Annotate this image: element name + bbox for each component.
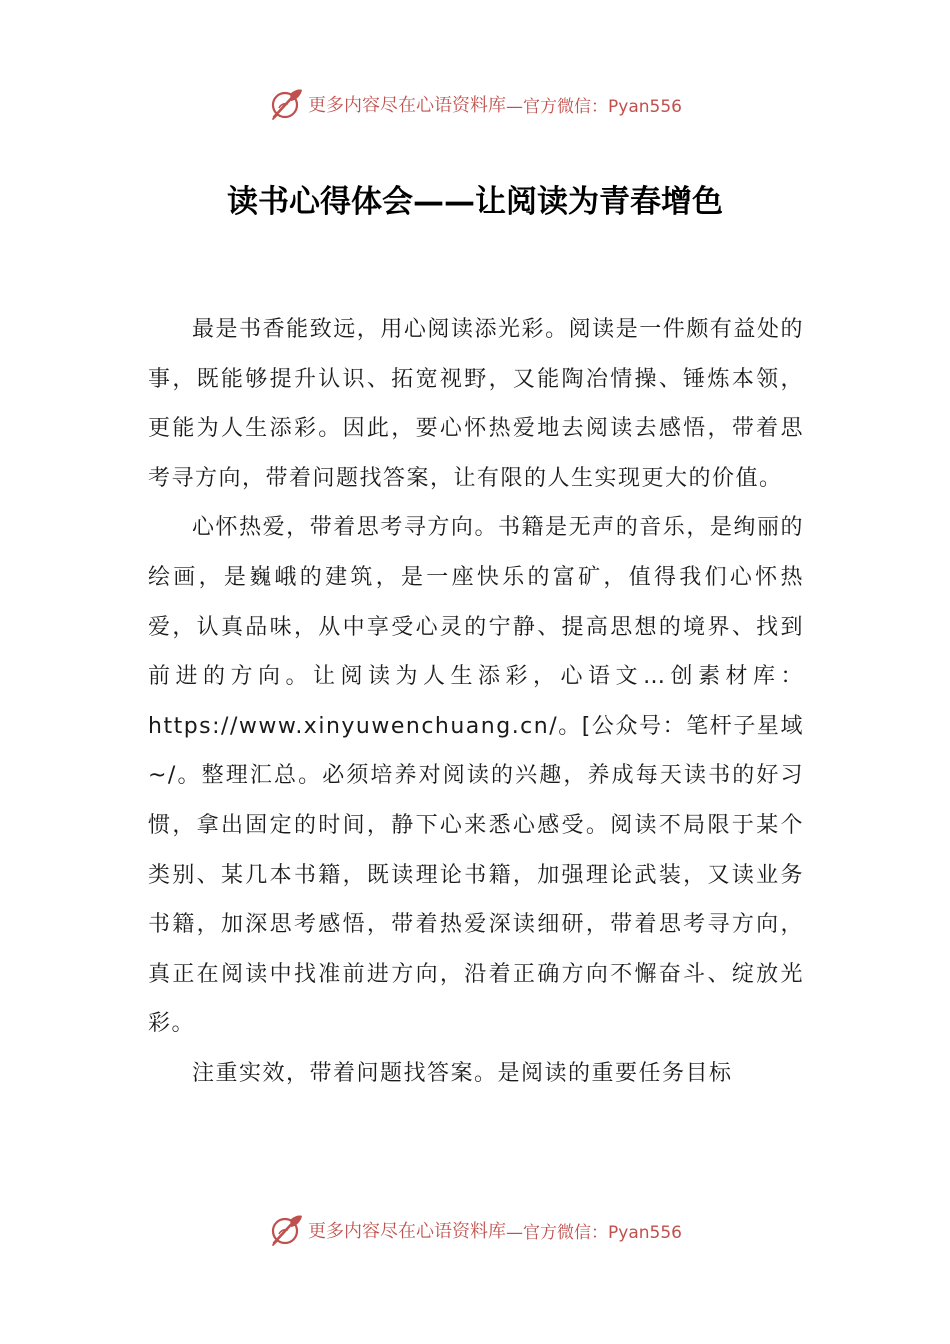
document-body xyxy=(148,305,804,1099)
banner-contact-text: —官方微信：Pyan556 xyxy=(506,1222,682,1243)
banner-site-text: 更多内容尽在心语资料库 xyxy=(308,95,507,116)
quill-pen-logo-icon xyxy=(268,1212,304,1248)
paragraph: 心怀热爱，带着思考寻方向。书籍是无声的音乐，是绚丽的绘画，是巍峨的建筑，是一座快乐的富矿，值得我们心怀热爱，认真品味，从中享受心灵的宁静、提高思想的境界、找到前进的方向。让阅读为人生添彩，心语文…创素材库：https://www.xinyuwenchuang.cn/。[公众号：笔杆子星域~/。整理汇总。必须培养对阅读的兴趣，养成每天读书的好习惯，拿出固定的时间，静下心来悉心感受。阅读不局限于某个类别、某几本书籍，既读理论书籍，加强理论武装，又读业务书籍，加深思考感悟，带着热爱深读细研，带着思考寻方向，真正在阅读中找准前进方向，沿着正确方向不懈奋斗、绽放光彩。 xyxy=(148,515,804,1037)
quill-pen-logo-icon xyxy=(268,86,304,122)
banner-contact-text: —官方微信：Pyan556 xyxy=(506,96,682,117)
banner-site-text: 更多内容尽在心语资料库 xyxy=(308,1221,507,1242)
paragraph: 注重实效，带着问题找答案。是阅读的重要任务目标 xyxy=(192,1060,733,1086)
paragraph: 最是书香能致远，用心阅读添光彩。阅读是一件颇有益处的事，既能够提升认识、拓宽视野，又能陶冶情操、锤炼本领，更能为人生添彩。因此，要心怀热爱地去阅读去感悟，带着思考寻方向，带着问题找答案，让有限的人生实现更大的价值。 xyxy=(148,317,804,491)
document-title: 读书心得体会——让阅读为青春增色 xyxy=(227,184,723,220)
footer-banner xyxy=(0,1210,950,1250)
header-banner xyxy=(0,84,950,124)
